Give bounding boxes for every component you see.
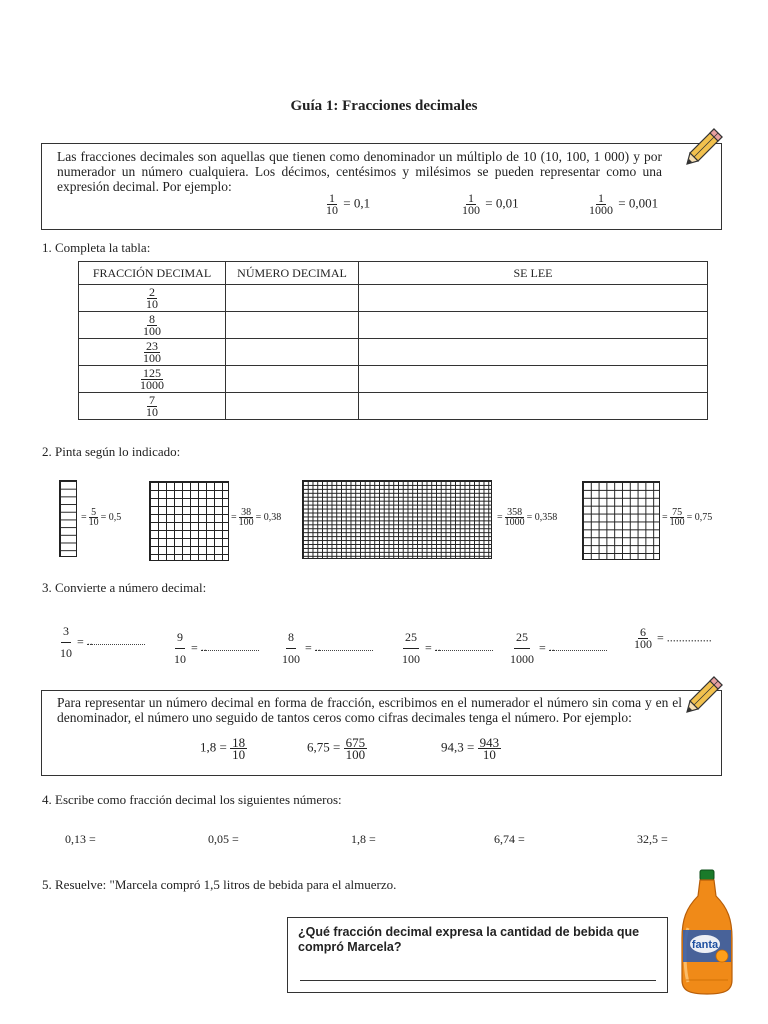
bottle-brand-text: fanta: [691, 939, 719, 951]
fraction-cell: [79, 339, 226, 366]
equals-sign: =: [77, 634, 84, 649]
denominator: 100: [669, 517, 685, 528]
denominator: 1000: [510, 652, 534, 666]
answer-blank[interactable]: ..: [549, 640, 607, 651]
denominator: 10: [482, 747, 496, 762]
intro-example-3: [587, 193, 658, 216]
decimal-item-4[interactable]: 6,74 =: [494, 832, 525, 846]
rule-example-3: [441, 737, 501, 760]
table-header-row: [79, 262, 708, 285]
grid-thousandths[interactable]: [302, 480, 492, 559]
numerator: 5: [91, 507, 97, 518]
equals-value: = 0,001: [618, 195, 659, 211]
numerator: 1: [598, 191, 604, 205]
grid-hundredths-2-label: = $\frac{75}{100}$ = 0,75: [662, 507, 713, 528]
numerator: 23: [146, 338, 158, 353]
decimal-input-cell[interactable]: [226, 393, 359, 420]
table-row: [79, 366, 708, 393]
equals-value: = 0,5: [100, 511, 122, 523]
header-reading: SE LEE: [359, 262, 708, 285]
convert-item-5: [508, 627, 607, 670]
denominator: 100: [634, 637, 652, 651]
grid-thousandths-label: = $\frac{358}{1000}$ = 0,358: [497, 507, 558, 528]
decimal-item-3[interactable]: 1,8 =: [351, 832, 376, 846]
denominator: 10: [326, 203, 338, 217]
decimal-value: 94,3 =: [441, 739, 475, 755]
numerator: 1: [468, 191, 474, 205]
grid-hundredths-2[interactable]: [582, 481, 660, 560]
intro-text: Las fracciones decimales son aquellas que tienen como denominador un múltiplo de 10 (10, 100, 1 000) y por numerador un número cualquiera. Los décimos, centésimos y milésimos se pueden representar como una expresión decimal. Por ejemplo:: [57, 149, 662, 194]
numerator: 6: [640, 625, 646, 639]
fraction-table: [78, 261, 708, 420]
rule-example-2: [307, 737, 367, 760]
numerator: 75: [672, 507, 683, 518]
denominator: 10: [174, 652, 186, 666]
intro-box: [41, 143, 722, 230]
question-2-label: 2. Pinta según lo indicado:: [42, 444, 181, 459]
table-row: [79, 393, 708, 420]
decimal-input-cell[interactable]: [226, 339, 359, 366]
numerator: 2: [149, 284, 155, 299]
decimal-value: 1,8 =: [200, 739, 227, 755]
equals-value: = 0,38: [255, 511, 282, 523]
equals-sign: =: [425, 640, 432, 655]
equals-value: = 0,358: [526, 511, 558, 523]
fraction-cell: [79, 285, 226, 312]
numerator: 25: [514, 627, 530, 649]
denominator: 100: [462, 203, 480, 217]
fraction: [460, 193, 482, 216]
intro-example-2: [460, 193, 519, 216]
numerator: 8: [286, 627, 296, 649]
question-5-label: 5. Resuelve: "Marcela compró 1,5 litros de bebida para el almuerzo.: [42, 877, 397, 892]
intro-example-1: [324, 193, 370, 216]
equals-sign: =: [657, 630, 664, 645]
convert-item-4: [400, 627, 493, 670]
denominator: 100: [143, 350, 161, 365]
answer-blank[interactable]: ...............: [666, 630, 712, 645]
denominator: 10: [146, 404, 158, 419]
soda-bottle-image: [676, 868, 738, 998]
equals-sign: =: [539, 640, 546, 655]
header-fraction: FRACCIÓN DECIMAL: [79, 262, 226, 285]
numerator: 675: [345, 735, 366, 750]
decimal-item-5[interactable]: 32,5 =: [637, 832, 668, 846]
decimal-input-cell[interactable]: [226, 366, 359, 393]
question-5-box: [287, 917, 668, 993]
reading-input-cell[interactable]: [359, 312, 708, 339]
denominator: 10: [60, 646, 72, 660]
decimal-value: 6,75 =: [307, 739, 341, 755]
decimal-input-cell[interactable]: [226, 285, 359, 312]
denominator: 10: [146, 296, 158, 311]
answer-blank[interactable]: ..: [201, 640, 259, 651]
numerator: 7: [149, 392, 155, 407]
numerator: 943: [479, 735, 500, 750]
denominator: 10: [232, 747, 246, 762]
denominator: 100: [402, 652, 420, 666]
fraction: [587, 193, 615, 216]
numerator: 18: [232, 735, 246, 750]
numerator: 1: [329, 191, 335, 205]
table-row: [79, 339, 708, 366]
table-row: [79, 285, 708, 312]
decimal-item-2[interactable]: 0,05 =: [208, 832, 239, 846]
reading-input-cell[interactable]: [359, 366, 708, 393]
denominator: 1000: [140, 377, 164, 392]
numerator: 25: [403, 627, 419, 649]
answer-blank[interactable]: ..: [87, 634, 145, 645]
denominator: 1000: [589, 203, 613, 217]
grid-tenths-label: = $\frac{5}{10}$ = 0,5: [81, 507, 122, 528]
table-row: [79, 312, 708, 339]
header-decimal: NÚMERO DECIMAL: [226, 262, 359, 285]
denominator: 1000: [504, 517, 525, 528]
rule-example-1: [200, 737, 247, 760]
numerator: 9: [175, 627, 185, 649]
answer-blank[interactable]: ..: [435, 640, 493, 651]
equals-value: = 0,01: [485, 195, 519, 211]
answer-line[interactable]: [300, 980, 656, 981]
fraction-cell: [79, 312, 226, 339]
denominator: 100: [143, 323, 161, 338]
reading-input-cell[interactable]: [359, 339, 708, 366]
convert-item-6: [632, 627, 712, 650]
denominator: 100: [345, 747, 366, 762]
numerator: 3: [61, 621, 71, 643]
reading-input-cell[interactable]: [359, 285, 708, 312]
fraction: [324, 193, 340, 216]
convert-item-2: [172, 627, 259, 670]
convert-item-3: [280, 627, 373, 670]
numerator: 8: [149, 311, 155, 326]
reading-input-cell[interactable]: [359, 393, 708, 420]
fraction-cell: [79, 366, 226, 393]
answer-blank[interactable]: ..: [315, 640, 373, 651]
rule-text: Para representar un número decimal en forma de fracción, escribimos en el numerador el número sin coma y en el denominador, el número uno seguido de tantos ceros como cifras decimales tenga el número. Por ejemplo:: [57, 695, 682, 725]
equals-value: = 0,75: [686, 511, 713, 523]
decimal-input-cell[interactable]: [226, 312, 359, 339]
denominator: 100: [282, 652, 300, 666]
denominator: 10: [88, 517, 99, 528]
equals-sign: =: [305, 640, 312, 655]
numerator: 38: [241, 507, 252, 518]
denominator: 100: [238, 517, 254, 528]
question-4-label: 4. Escribe como fracción decimal los siguientes números:: [42, 792, 342, 807]
decimal-item-1[interactable]: 0,13 =: [65, 832, 96, 846]
grid-hundredths-1[interactable]: [149, 481, 229, 561]
convert-item-1: [58, 621, 145, 664]
question-3-label: 3. Convierte a número decimal:: [42, 580, 207, 595]
rule-box: [41, 690, 722, 776]
numerator: 125: [143, 365, 161, 380]
numerator: 358: [507, 507, 523, 518]
pencil-icon: [684, 674, 724, 714]
page-title: Guía 1: Fracciones decimales: [290, 98, 478, 114]
equals-value: = 0,1: [343, 195, 371, 211]
equals-sign: =: [191, 640, 198, 655]
grid-hundredths-1-label: = $\frac{38}{100}$ = 0,38: [231, 507, 282, 528]
question-1-label: 1. Completa la tabla:: [42, 240, 151, 255]
question-5-text: ¿Qué fracción decimal expresa la cantidad de bebida que compró Marcela?: [298, 925, 640, 954]
pencil-icon: [684, 126, 724, 166]
fraction-cell: [79, 393, 226, 420]
grid-tenths[interactable]: [59, 480, 77, 557]
